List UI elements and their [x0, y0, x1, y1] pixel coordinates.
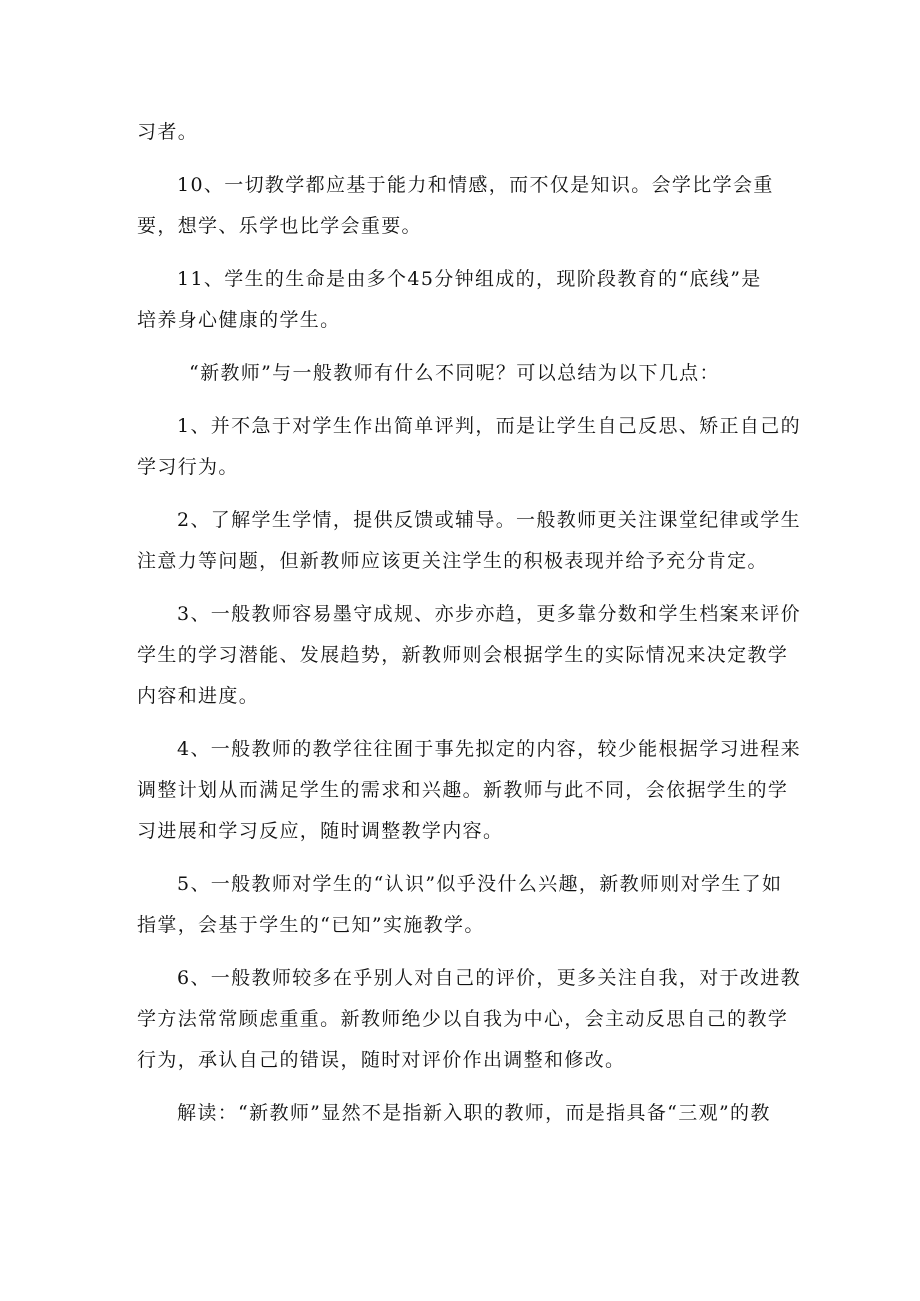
document-body: [137, 112, 801, 1134]
paragraph-point-6: [137, 958, 801, 1081]
text-line: 习者。: [137, 121, 199, 143]
text-line: 4、一般教师的教学往往囿于事先拟定的内容，较少能根据学习进程来: [177, 738, 801, 760]
text-line: 内容和进度。: [137, 685, 260, 707]
text-line: 2、了解学生学情，提供反馈或辅导。一般教师更关注课堂纪律或学生: [177, 509, 801, 531]
paragraph-point-1: [137, 406, 801, 488]
text-line: 行为，承认自己的错误，随时对评价作出调整和修改。: [137, 1049, 626, 1071]
text-line: 培养身心健康的学生。: [137, 309, 341, 331]
text-line: 习进展和学习反应，随时调整教学内容。: [137, 820, 504, 842]
paragraph-interpretation: [137, 1093, 792, 1134]
text-line: 11、学生的生命是由多个45分钟组成的，现阶段教育的“底线”是: [177, 268, 762, 290]
text-line: 解读：“新教师”显然不是指新入职的教师，而是指具备“三观”的教: [177, 1102, 771, 1124]
text-line: 学生的学习潜能、发展趋势，新教师则会根据学生的实际情况来决定教学: [137, 644, 789, 666]
paragraph-item-10: [137, 165, 792, 247]
text-line: 学习行为。: [137, 456, 239, 478]
text-line: “新教师”与一般教师有什么不同呢？可以总结为以下几点：: [189, 362, 720, 384]
text-line: 1、并不急于对学生作出简单评判，而是让学生自己反思、矫正自己的: [177, 415, 801, 437]
text-line: 调整计划从而满足学生的需求和兴趣。新教师与此不同，会依据学生的学: [137, 779, 789, 801]
paragraph-point-4: [137, 729, 801, 852]
text-line: 10、一切教学都应基于能力和情感，而不仅是知识。会学比学会重: [177, 174, 774, 196]
text-line: 要，想学、乐学也比学会重要。: [137, 215, 422, 237]
text-line: 3、一般教师容易墨守成规、亦步亦趋，更多靠分数和学生档案来评价: [177, 603, 801, 625]
paragraph-point-5: [137, 864, 792, 946]
paragraph-point-2: [137, 500, 801, 582]
text-line: 学方法常常顾虑重重。新教师绝少以自我为中心，会主动反思自己的教学: [137, 1008, 789, 1030]
text-line: 注意力等问题，但新教师应该更关注学生的积极表现并给予充分肯定。: [137, 550, 768, 572]
paragraph-continuation: [137, 112, 792, 153]
paragraph-point-3: [137, 594, 801, 717]
text-line: 指掌，会基于学生的“已知”实施教学。: [137, 914, 485, 936]
text-line: 5、一般教师对学生的“认识”似乎没什么兴趣，新教师则对学生了如: [177, 873, 783, 895]
paragraph-intro: [137, 353, 792, 394]
paragraph-item-11: [137, 259, 792, 341]
text-line: 6、一般教师较多在乎别人对自己的评价，更多关注自我，对于改进教: [177, 967, 801, 989]
